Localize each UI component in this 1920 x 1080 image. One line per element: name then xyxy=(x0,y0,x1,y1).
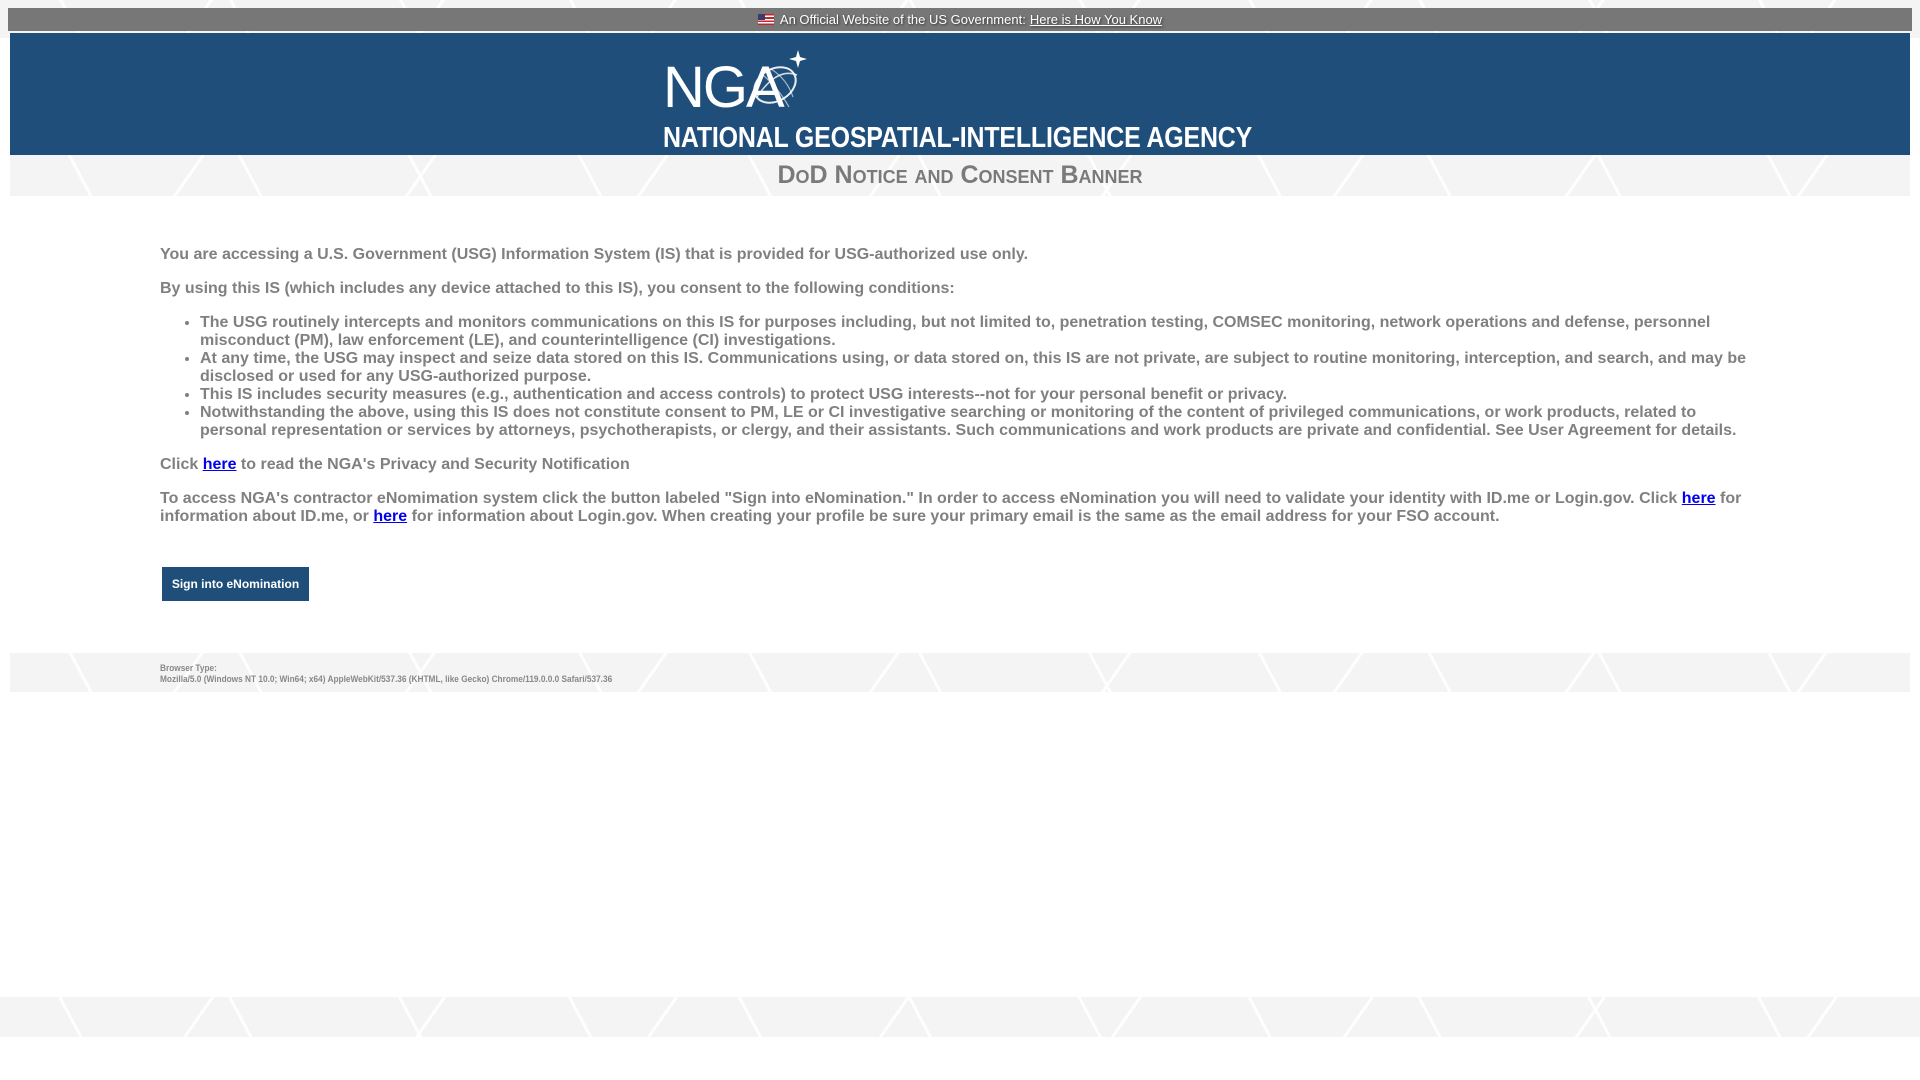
privacy-prefix: Click xyxy=(160,456,203,473)
privacy-here-link[interactable]: here xyxy=(202,456,237,473)
idme-here-link[interactable]: here xyxy=(1681,490,1716,507)
globe-star-icon xyxy=(733,45,813,115)
notice-content xyxy=(160,246,1760,542)
bottom-pattern-band xyxy=(0,997,1920,1037)
access-instructions xyxy=(160,490,1760,526)
condition-item: • Notwithstanding the above, using this IS does not constitute consent to PM, LE or CI investigative searching or monitoring of the content of privileged communications, or work products, related to personal representation or services by attorneys, psychotherapists, or clergy, and their assistants. Such communications and work products are private and confidential. See User Agreement for details. xyxy=(200,404,1760,440)
user-agent-string: Mozilla/5.0 (Windows NT 10.0; Win64; x64) AppleWebKit/537.36 (KHTML, like Gecko) Chrome/119.0.0.0 Safari/537.36 xyxy=(160,674,613,684)
page-title: DoD Notice and Consent Banner xyxy=(777,161,1143,189)
condition-item: • The USG routinely intercepts and monitors communications on this IS for purposes including, but not limited to, penetration testing, COMSEC monitoring, network operations and defense, personnel misconduct (PM), law enforcement (LE), and counterintelligence (CI) investigations. xyxy=(200,314,1760,350)
privacy-suffix: to read the NGA's Privacy and Security Notification xyxy=(236,456,630,473)
us-flag-icon xyxy=(758,14,774,25)
official-gov-banner xyxy=(8,8,1912,31)
browser-info xyxy=(160,663,612,685)
how-you-know-link[interactable]: Here is How You Know xyxy=(1029,12,1163,27)
logo-short-text: NGA xyxy=(663,55,783,120)
access-text-3: for information about Login.gov. When creating your profile be sure your primary email is the same as the email address for your FSO account. xyxy=(407,508,1500,525)
access-text-1: To access NGA's contractor eNomimation system click the button labeled "Sign into eNomination." In order to access eNomination you will need to validate your identity with ID.me or Login.gov. Click xyxy=(160,490,1682,507)
sign-into-enomination-button[interactable]: Sign into eNomination xyxy=(162,567,309,601)
gov-banner-text: An Official Website of the US Government: xyxy=(779,12,1026,27)
condition-item: • At any time, the USG may inspect and seize data stored on this IS. Communications using, or data stored on, this IS are not private, are subject to routine monitoring, interception, and search, and may be disclosed or used for any USG-authorized purpose. xyxy=(200,350,1760,386)
conditions-list xyxy=(160,314,1760,440)
notice-intro: You are accessing a U.S. Government (USG) Information System (IS) that is provided for USG-authorized use only. xyxy=(160,246,1029,263)
consent-lead: By using this IS (which includes any device attached to this IS), you consent to the following conditions: xyxy=(160,280,955,297)
browser-type-label: Browser Type: xyxy=(160,663,217,673)
condition-item: • This IS includes security measures (e.g., authentication and access controls) to protect USG interests--not for your personal benefit or privacy. xyxy=(200,386,1760,404)
footer-band xyxy=(10,653,1910,692)
site-header xyxy=(10,33,1910,155)
nga-logo xyxy=(663,43,1283,153)
logo-full-text: NATIONAL GEOSPATIAL-INTELLIGENCE AGENCY xyxy=(663,122,1253,154)
logingov-here-link[interactable]: here xyxy=(373,508,408,525)
title-band xyxy=(10,155,1910,196)
privacy-notice xyxy=(160,456,1760,474)
access-text-2: for information about ID.me, or xyxy=(160,490,1742,525)
